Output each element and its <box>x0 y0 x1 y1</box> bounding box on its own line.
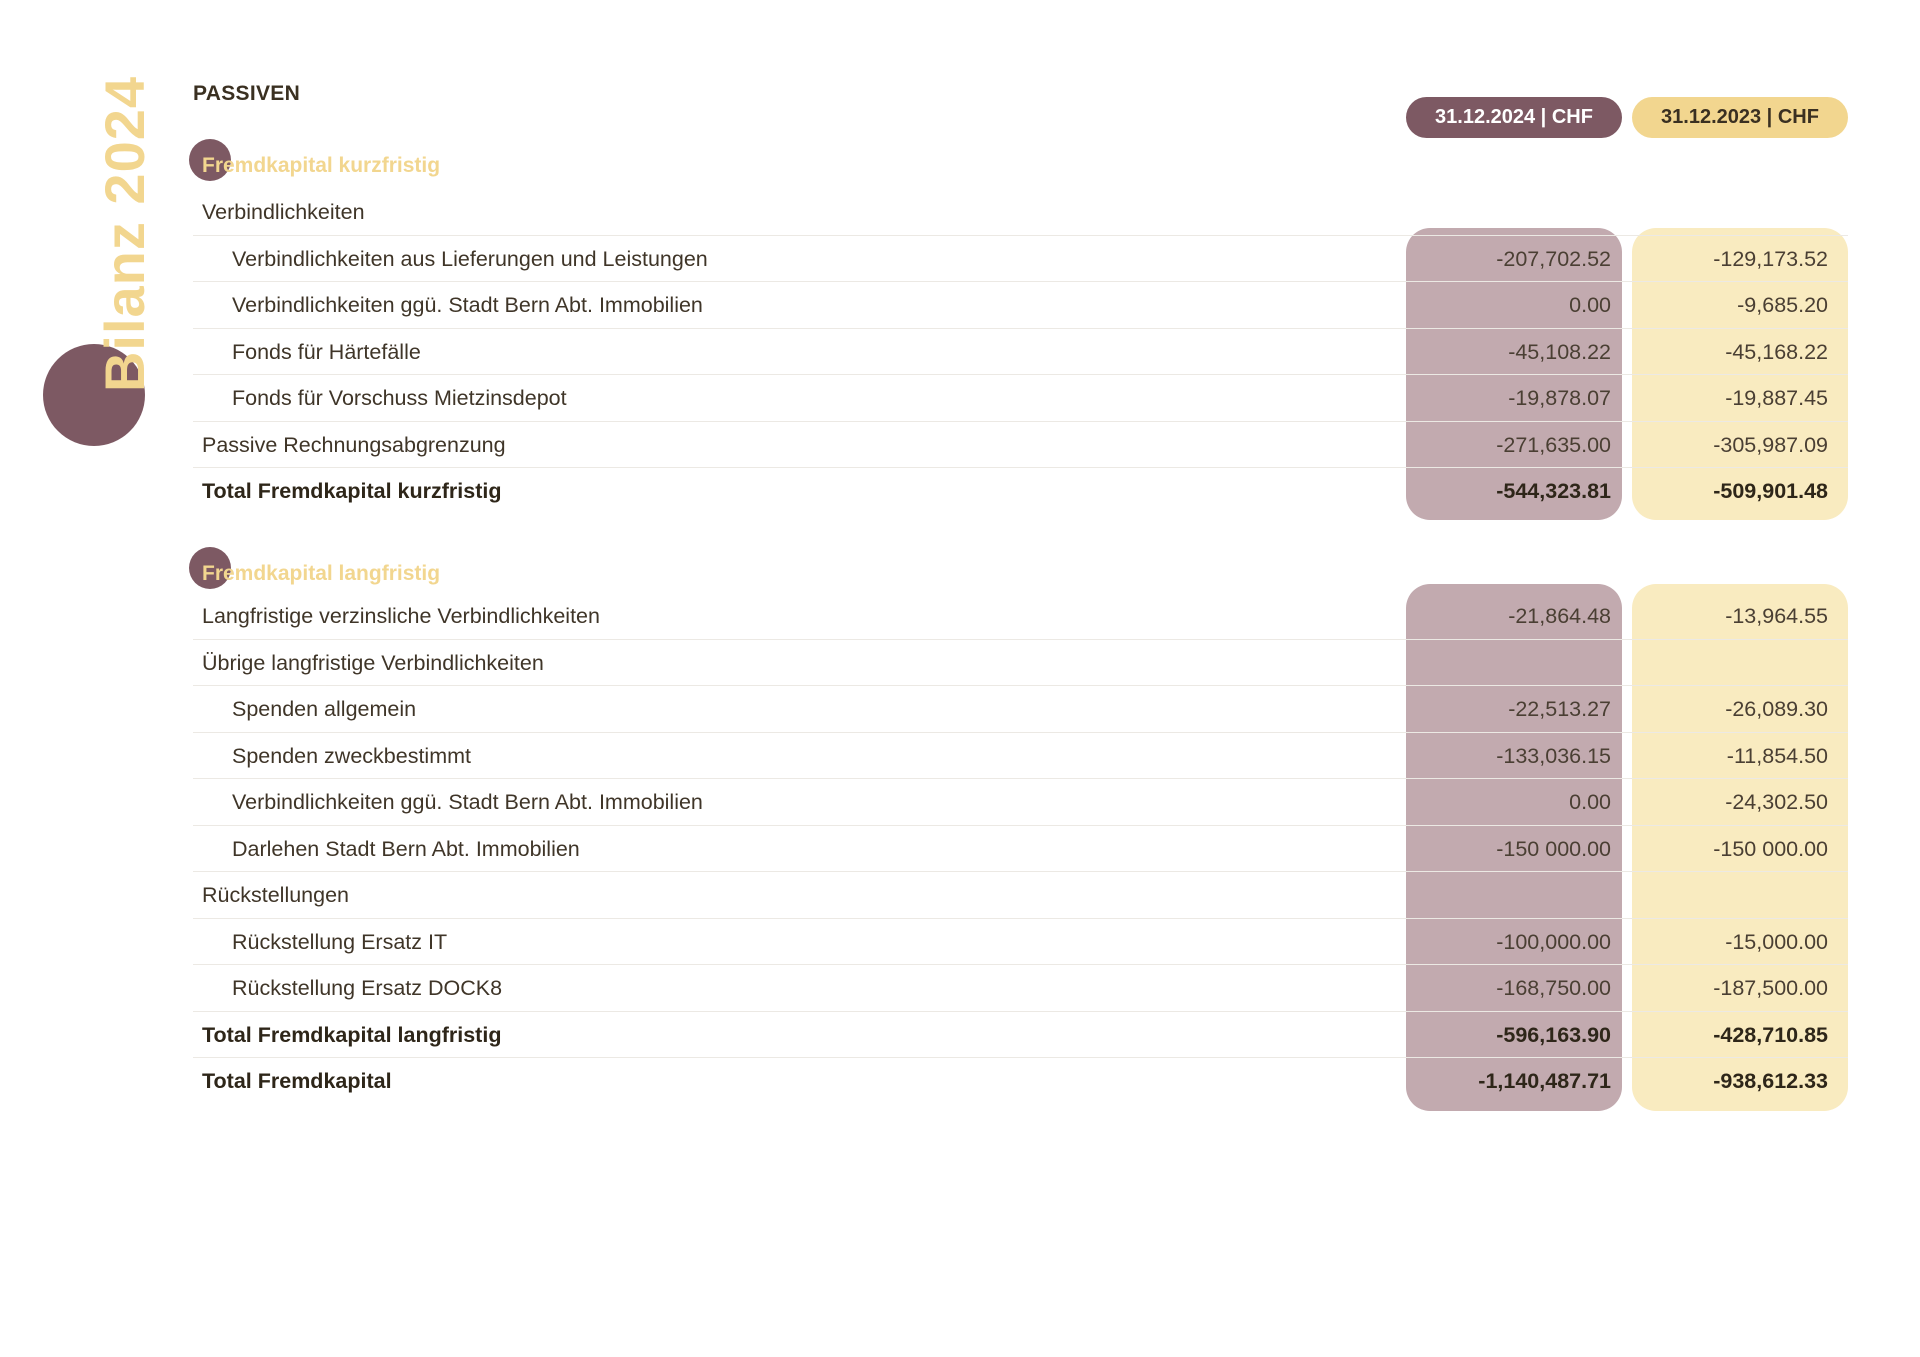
page-heading: PASSIVEN <box>193 82 301 105</box>
value-2024: -168,750.00 <box>1496 976 1611 1000</box>
value-2023: -150 000.00 <box>1713 836 1828 861</box>
value-2024: 0.00 <box>1569 790 1611 814</box>
value-2024: -100,000.00 <box>1496 929 1611 954</box>
table-row <box>193 329 1848 376</box>
value-2024: 0.00 <box>1569 293 1611 317</box>
table-row <box>193 189 1848 236</box>
value-2023: -305,987.09 <box>1713 432 1828 457</box>
value-2024: -544,323.81 <box>1496 479 1611 503</box>
value-2023: -13,964.55 <box>1725 604 1828 628</box>
value-2024: -22,513.27 <box>1508 697 1611 721</box>
grand-total-row <box>193 1058 1848 1105</box>
value-2023: -26,089.30 <box>1725 697 1828 721</box>
table-row <box>193 375 1848 422</box>
row-label: Verbindlichkeiten <box>202 200 365 224</box>
value-2024: -133,036.15 <box>1496 743 1611 768</box>
section2-table <box>193 593 1848 1105</box>
row-label: Total Fremdkapital langfristig <box>202 1022 502 1047</box>
table-row <box>193 236 1848 283</box>
value-2024: -19,878.07 <box>1508 386 1611 410</box>
value-2024: -207,702.52 <box>1496 246 1611 271</box>
row-label: Fonds für Härtefälle <box>232 339 421 364</box>
row-label: Rückstellung Ersatz DOCK8 <box>232 976 503 1000</box>
row-label: Übrige langfristige Verbindlichkeiten <box>202 650 544 675</box>
value-2024: -21,864.48 <box>1508 604 1611 628</box>
table-row <box>193 422 1848 469</box>
table-row <box>193 640 1848 687</box>
row-label: Rückstellung Ersatz IT <box>232 929 448 954</box>
table-row <box>193 919 1848 966</box>
column-header-2024: 31.12.2024 | CHF <box>1406 97 1622 138</box>
row-label: Passive Rechnungsabgrenzung <box>202 432 506 457</box>
row-label: Verbindlichkeiten ggü. Stadt Bern Abt. Immobilien <box>232 790 703 814</box>
table-row <box>193 826 1848 873</box>
section1-table <box>193 189 1848 515</box>
table-row <box>193 779 1848 826</box>
section2-title: Fremdkapital langfristig <box>202 562 441 585</box>
value-2024: -596,163.90 <box>1496 1022 1611 1047</box>
total-row <box>193 1012 1848 1059</box>
table-row <box>193 872 1848 919</box>
table-row <box>193 686 1848 733</box>
column-header-2023: 31.12.2023 | CHF <box>1632 97 1848 138</box>
value-2024: -45,108.22 <box>1508 339 1611 364</box>
value-2023: -187,500.00 <box>1713 976 1828 1000</box>
row-label: Rückstellungen <box>202 883 350 907</box>
value-2024: -1,140,487.71 <box>1478 1069 1611 1093</box>
total-row <box>193 468 1848 515</box>
value-2023: -45,168.22 <box>1725 339 1828 364</box>
value-2023: -9,685.20 <box>1737 293 1828 317</box>
table-row <box>193 965 1848 1012</box>
section1-title: Fremdkapital kurzfristig <box>202 154 441 177</box>
row-label: Total Fremdkapital <box>202 1069 392 1093</box>
value-2023: -509,901.48 <box>1713 479 1828 503</box>
value-2023: -129,173.52 <box>1713 246 1828 271</box>
row-label: Spenden allgemein <box>232 697 417 721</box>
row-label: Verbindlichkeiten ggü. Stadt Bern Abt. Immobilien <box>232 293 703 317</box>
value-2024: -150 000.00 <box>1496 836 1611 861</box>
value-2023: -24,302.50 <box>1725 790 1828 814</box>
value-2023: -15,000.00 <box>1725 929 1828 954</box>
row-label: Spenden zweckbestimmt <box>232 743 471 768</box>
row-label: Darlehen Stadt Bern Abt. Immobilien <box>232 836 580 861</box>
row-label: Verbindlichkeiten aus Lieferungen und Leistungen <box>232 246 708 271</box>
row-label: Langfristige verzinsliche Verbindlichkeiten <box>202 604 600 628</box>
value-2023: -428,710.85 <box>1713 1022 1828 1047</box>
side-title: Bilanz 2024 <box>93 76 156 393</box>
value-2023: -938,612.33 <box>1713 1069 1828 1093</box>
table-row <box>193 282 1848 329</box>
row-label: Fonds für Vorschuss Mietzinsdepot <box>232 386 567 410</box>
table-row <box>193 733 1848 780</box>
value-2023: -19,887.45 <box>1725 386 1828 410</box>
table-row <box>193 593 1848 640</box>
value-2023: -11,854.50 <box>1726 743 1828 768</box>
row-label: Total Fremdkapital kurzfristig <box>202 479 502 503</box>
value-2024: -271,635.00 <box>1496 432 1611 457</box>
